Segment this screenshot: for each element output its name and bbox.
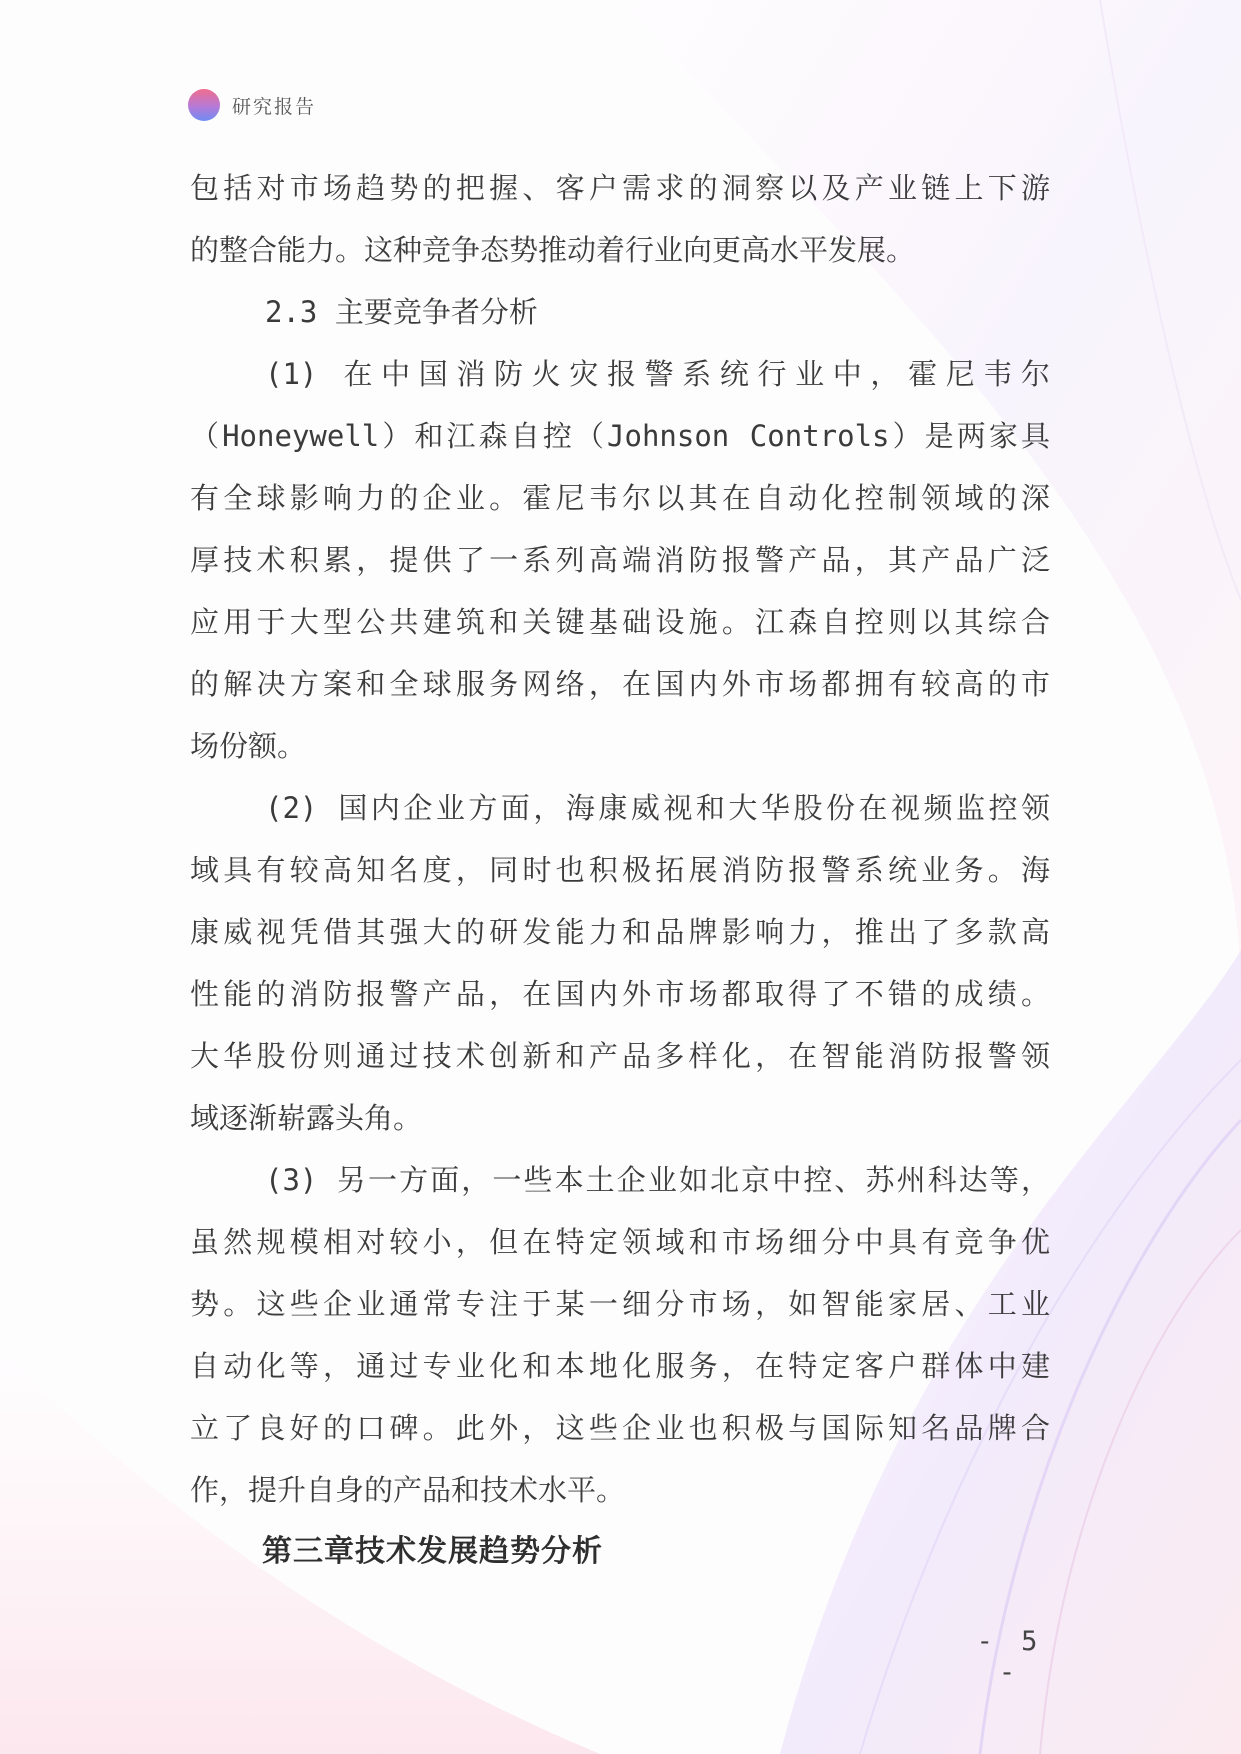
body-line: 立了良好的口碑。此外，这些企业也积极与国际知名品牌合 [190,1411,1050,1445]
body-line: 虽然规模相对较小，但在特定领域和市场细分中具有竞争优 [190,1225,1050,1259]
body-line: 厚技术积累，提供了一系列高端消防报警产品，其产品广泛 [190,543,1050,577]
body-line: (1) 在中国消防火灾报警系统行业中，霍尼韦尔 [265,357,1050,391]
body-line: 大华股份则通过技术创新和产品多样化，在智能消防报警领 [190,1039,1050,1073]
body-line: 康威视凭借其强大的研发能力和品牌影响力，推出了多款高 [190,915,1050,949]
header-title: 研究报告 [232,95,317,118]
body-line: （Honeywell）和江森自控（Johnson Controls）是两家具 [190,419,1050,453]
page-header [188,88,316,122]
body-line: 场份额。 [190,729,307,763]
body-line: 应用于大型公共建筑和关键基础设施。江森自控则以其综合 [190,605,1050,639]
body-line: (2) 国内企业方面，海康威视和大华股份在视频监控领 [265,791,1050,825]
body-line: (3) 另一方面，一些本土企业如北京中控、苏州科达等， [265,1163,1050,1197]
body-line: 域逐渐崭露头角。 [190,1101,423,1135]
body-line: 性能的消防报警产品，在国内外市场都取得了不错的成绩。 [190,977,1050,1011]
body-line: 域具有较高知名度，同时也积极拓展消防报警系统业务。海 [190,853,1050,887]
body-line: 包括对市场趋势的把握、客户需求的洞察以及产业链上下游 [190,171,1050,205]
body-line: 自动化等，通过专业化和本地化服务，在特定客户群体中建 [190,1349,1050,1383]
body-line: 有全球影响力的企业。霍尼韦尔以其在自动化控制领域的深 [190,481,1050,515]
logo-circle-icon [188,89,220,121]
body-line: 的解决方案和全球服务网络，在国内外市场都拥有较高的市 [190,667,1050,701]
section-heading: 2.3 主要竞争者分析 [265,295,538,329]
body-line: 的整合能力。这种竞争态势推动着行业向更高水平发展。 [190,233,916,267]
body-line: 势。这些企业通常专注于某一细分市场，如智能家居、工业 [190,1287,1050,1321]
page-number: - 5 - [976,1626,1044,1688]
body-line: 作，提升自身的产品和技术水平。 [190,1473,626,1507]
chapter-heading: 第三章技术发展趋势分析 [262,1534,603,1569]
